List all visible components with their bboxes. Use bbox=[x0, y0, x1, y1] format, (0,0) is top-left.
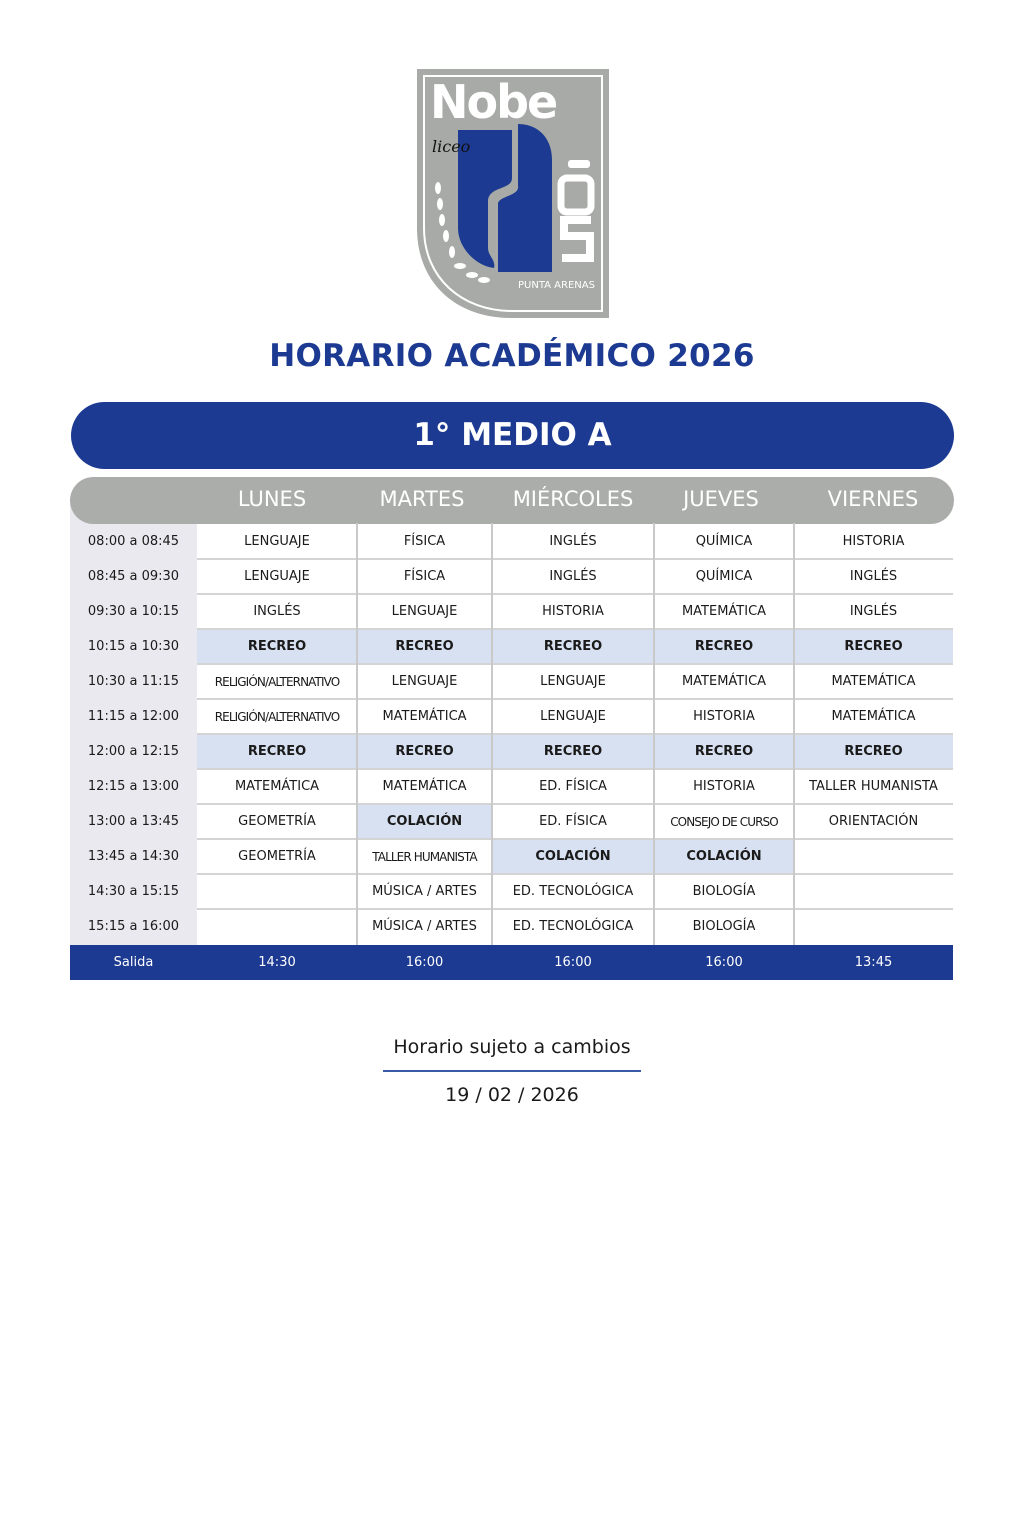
subject-cell-lunes: LENGUAJE bbox=[197, 560, 357, 595]
subject-cell-viernes: INGLÉS bbox=[794, 560, 953, 595]
subject-cell-viernes: HISTORIA bbox=[794, 525, 953, 560]
note-divider bbox=[383, 1070, 641, 1072]
subject-cell-lunes: LENGUAJE bbox=[197, 525, 357, 560]
subject-cell-martes: FÍSICA bbox=[357, 525, 492, 560]
subject-cell-martes: COLACIÓN bbox=[357, 805, 492, 840]
subject-cell-lunes: RECREO bbox=[197, 735, 357, 770]
schedule-date: 19 / 02 / 2026 bbox=[445, 1084, 579, 1106]
schedule-row bbox=[70, 630, 953, 665]
subject-cell-viernes: MATEMÁTICA bbox=[794, 700, 953, 735]
day-header-miercoles: MIÉRCOLES bbox=[512, 487, 634, 511]
subject-cell-miercoles: ED. TECNOLÓGICA bbox=[492, 910, 654, 945]
subject-cell-lunes: MATEMÁTICA bbox=[197, 770, 357, 805]
page-title: HORARIO ACADÉMICO 2026 bbox=[269, 338, 755, 374]
schedule-row bbox=[70, 560, 953, 595]
time-slot: 13:00 a 13:45 bbox=[87, 814, 180, 829]
subject-cell-martes: RECREO bbox=[357, 735, 492, 770]
subject-cell-viernes: INGLÉS bbox=[794, 595, 953, 630]
subject-cell-viernes: RECREO bbox=[794, 630, 953, 665]
subject-cell-martes: LENGUAJE bbox=[357, 595, 492, 630]
subject-cell-jueves: MATEMÁTICA bbox=[654, 665, 794, 700]
subject-cell-jueves: BIOLOGÍA bbox=[654, 875, 794, 910]
time-slot: 10:30 a 11:15 bbox=[87, 674, 180, 689]
subject-cell-lunes: INGLÉS bbox=[197, 595, 357, 630]
subject-cell-lunes: RELIGIÓN/ALTERNATIVO bbox=[197, 665, 357, 700]
subject-cell-miercoles: LENGUAJE bbox=[492, 665, 654, 700]
time-slot: 15:15 a 16:00 bbox=[87, 919, 180, 934]
exit-time-miercoles: 16:00 bbox=[554, 955, 592, 970]
schedule-row bbox=[70, 910, 953, 945]
day-header bbox=[70, 477, 954, 524]
subject-cell-viernes: RECREO bbox=[794, 735, 953, 770]
subject-cell-jueves: CONSEJO DE CURSO bbox=[654, 805, 794, 840]
day-header-lunes: LUNES bbox=[237, 487, 307, 511]
subject-cell-miercoles: INGLÉS bbox=[492, 525, 654, 560]
schedule-row bbox=[70, 840, 953, 875]
subject-cell-lunes bbox=[197, 875, 357, 910]
subject-cell-martes: MÚSICA / ARTES bbox=[357, 875, 492, 910]
subject-cell-martes: MÚSICA / ARTES bbox=[357, 910, 492, 945]
subject-cell-miercoles: ED. FÍSICA bbox=[492, 805, 654, 840]
exit-label: Salida bbox=[113, 955, 154, 970]
exit-time-jueves: 16:00 bbox=[705, 955, 743, 970]
schedule-row bbox=[70, 700, 953, 735]
subject-cell-martes: RECREO bbox=[357, 630, 492, 665]
time-slot: 11:15 a 12:00 bbox=[87, 709, 180, 724]
column-divider bbox=[793, 523, 795, 945]
subject-cell-miercoles: LENGUAJE bbox=[492, 700, 654, 735]
logo-letter-l bbox=[568, 160, 590, 168]
logo-city: PUNTA ARENAS bbox=[518, 280, 595, 291]
subject-cell-miercoles: HISTORIA bbox=[492, 595, 654, 630]
schedule-row bbox=[70, 875, 953, 910]
subject-cell-jueves: RECREO bbox=[654, 630, 794, 665]
subject-cell-martes: MATEMÁTICA bbox=[357, 770, 492, 805]
time-slot: 08:00 a 08:45 bbox=[87, 534, 180, 549]
subject-cell-lunes bbox=[197, 910, 357, 945]
schedule-row bbox=[70, 665, 953, 700]
subject-cell-jueves: HISTORIA bbox=[654, 770, 794, 805]
subject-cell-jueves: HISTORIA bbox=[654, 700, 794, 735]
time-slot: 08:45 a 09:30 bbox=[87, 569, 180, 584]
subject-cell-jueves: MATEMÁTICA bbox=[654, 595, 794, 630]
subject-cell-martes: FÍSICA bbox=[357, 560, 492, 595]
subject-cell-miercoles: ED. FÍSICA bbox=[492, 770, 654, 805]
exit-time-martes: 16:00 bbox=[405, 955, 444, 970]
subject-cell-martes: MATEMÁTICA bbox=[357, 700, 492, 735]
subject-cell-miercoles: RECREO bbox=[492, 630, 654, 665]
exit-time-viernes: 13:45 bbox=[854, 955, 893, 970]
subject-cell-miercoles: COLACIÓN bbox=[492, 840, 654, 875]
column-divider bbox=[653, 523, 655, 945]
subject-cell-lunes: GEOMETRÍA bbox=[197, 805, 357, 840]
schedule-row bbox=[70, 770, 953, 805]
schedule-row bbox=[70, 525, 953, 560]
schedule-row bbox=[70, 735, 953, 770]
time-slot: 13:45 a 14:30 bbox=[87, 849, 180, 864]
subject-cell-viernes: MATEMÁTICA bbox=[794, 665, 953, 700]
exit-row bbox=[70, 945, 953, 980]
school-logo bbox=[416, 68, 610, 319]
subject-cell-lunes: RELIGIÓN/ALTERNATIVO bbox=[197, 700, 357, 735]
subject-cell-martes: LENGUAJE bbox=[357, 665, 492, 700]
time-slot: 12:15 a 13:00 bbox=[87, 779, 180, 794]
subject-cell-viernes bbox=[794, 910, 953, 945]
subject-cell-viernes bbox=[794, 875, 953, 910]
schedule-row bbox=[70, 595, 953, 630]
subject-cell-miercoles: RECREO bbox=[492, 735, 654, 770]
time-slot: 14:30 a 15:15 bbox=[87, 884, 180, 899]
day-header-jueves: JUEVES bbox=[683, 487, 759, 511]
subject-cell-viernes: TALLER HUMANISTA bbox=[794, 770, 953, 805]
column-divider bbox=[491, 523, 493, 945]
logo-script: liceo bbox=[432, 137, 471, 156]
day-header-martes: MARTES bbox=[379, 487, 465, 511]
course-banner: 1° MEDIO A bbox=[71, 402, 954, 469]
subject-cell-miercoles: ED. TECNOLÓGICA bbox=[492, 875, 654, 910]
subject-cell-viernes: ORIENTACIÓN bbox=[794, 805, 953, 840]
subject-cell-martes: TALLER HUMANISTA bbox=[357, 840, 492, 875]
time-slot: 10:15 a 10:30 bbox=[87, 639, 180, 654]
column-divider bbox=[356, 523, 358, 945]
schedule-note: Horario sujeto a cambios bbox=[393, 1036, 631, 1058]
subject-cell-viernes bbox=[794, 840, 953, 875]
subject-cell-lunes: GEOMETRÍA bbox=[197, 840, 357, 875]
subject-cell-jueves: RECREO bbox=[654, 735, 794, 770]
subject-cell-jueves: COLACIÓN bbox=[654, 840, 794, 875]
subject-cell-jueves: QUÍMICA bbox=[654, 560, 794, 595]
time-slot: 12:00 a 12:15 bbox=[87, 744, 180, 759]
subject-cell-jueves: QUÍMICA bbox=[654, 525, 794, 560]
day-header-viernes: VIERNES bbox=[827, 487, 919, 511]
schedule-grid bbox=[70, 525, 953, 945]
subject-cell-lunes: RECREO bbox=[197, 630, 357, 665]
subject-cell-miercoles: INGLÉS bbox=[492, 560, 654, 595]
subject-cell-jueves: BIOLOGÍA bbox=[654, 910, 794, 945]
time-slot: 09:30 a 10:15 bbox=[87, 604, 180, 619]
schedule-row bbox=[70, 805, 953, 840]
logo-wordmark: Nobe bbox=[430, 75, 557, 129]
exit-time-lunes: 14:30 bbox=[258, 955, 296, 970]
